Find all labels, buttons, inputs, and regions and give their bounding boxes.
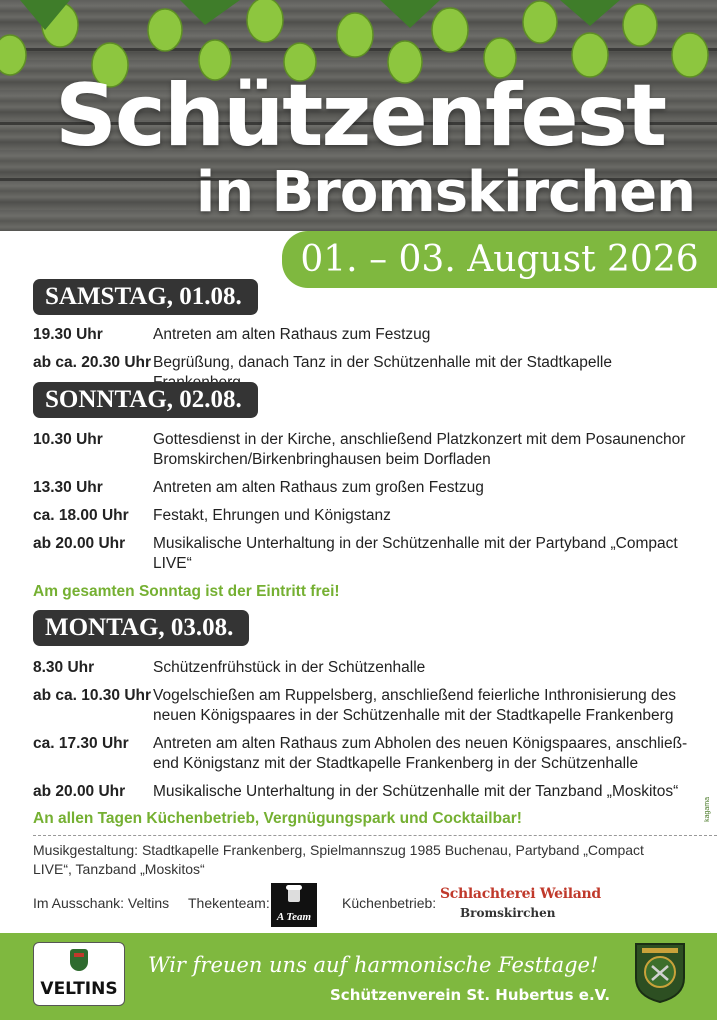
event-time: ca. 17.30 Uhr bbox=[33, 735, 129, 752]
club-name: Schützenverein St. Hubertus e.V. bbox=[330, 986, 611, 1004]
title-line-1: Schützenfest bbox=[54, 66, 666, 166]
event-description: Musikalische Unterhaltung in der Schützenhalle mit der Tanzband „Moskitos“ bbox=[153, 783, 679, 800]
event-time: 10.30 Uhr bbox=[33, 431, 103, 448]
veltins-crest-icon bbox=[70, 949, 88, 971]
event-time: ab ca. 20.30 Uhr bbox=[33, 354, 152, 371]
event-description: Antreten am alten Rathaus zum Abholen des neuen Königspaares, anschließ-end Königstanz mit der Stadtkapelle Frankenberg in der Schützenhalle bbox=[153, 735, 688, 772]
beer-mug-icon bbox=[288, 889, 300, 902]
event-time: 8.30 Uhr bbox=[33, 659, 95, 676]
header-banner bbox=[0, 0, 717, 231]
event-time: 13.30 Uhr bbox=[33, 479, 103, 496]
event-time: ab 20.00 Uhr bbox=[33, 783, 126, 800]
footer-slogan: Wir freuen uns auf harmonische Festtage! bbox=[148, 953, 599, 977]
event-time: ab 20.00 Uhr bbox=[33, 535, 126, 552]
ausschank-text: Im Ausschank: Veltins bbox=[33, 895, 170, 911]
title-line-2: in Bromskirchen bbox=[196, 160, 695, 225]
side-credit: kagama bbox=[704, 797, 711, 822]
veltins-logo bbox=[33, 942, 125, 1006]
all-days-note: An allen Tagen Küchenbetrieb, Vergnügungspark und Cocktailbar! bbox=[33, 810, 522, 827]
event-description: Antreten am alten Rathaus zum Festzug bbox=[153, 326, 431, 343]
music-credits: Musikgestaltung: Stadtkapelle Frankenberg, Spielmannszug 1985 Buchenau, Partyband „Compact LIVE“, Tanzband „Moskitos“ bbox=[33, 842, 644, 877]
date-banner: 01. – 03. August 2026 bbox=[282, 231, 717, 288]
day-label-saturday: SAMSTAG, 01.08. bbox=[33, 279, 258, 315]
event-time: ab ca. 10.30 Uhr bbox=[33, 687, 152, 704]
event-description: Musikalische Unterhaltung in der Schützenhalle mit der Partyband „Compact LIVE“ bbox=[153, 535, 678, 572]
butcher-logo-place: Bromskirchen bbox=[460, 906, 556, 920]
event-description: Antreten am alten Rathaus zum großen Festzug bbox=[153, 479, 484, 496]
event-time: 19.30 Uhr bbox=[33, 326, 103, 343]
event-description: Gottesdienst in der Kirche, anschließend Platzkonzert mit dem Posaunenchor Bromskirchen/Birkenbringhausen beim Dorfladen bbox=[153, 431, 686, 468]
event-description: Begrüßung, danach Tanz in der Schützenhalle mit der Stadtkapelle bbox=[153, 354, 612, 371]
thekenteam-label: Thekenteam: bbox=[188, 895, 270, 911]
a-team-logo bbox=[271, 883, 317, 927]
event-time: ca. 18.00 Uhr bbox=[33, 507, 129, 524]
day-label-monday: MONTAG, 03.08. bbox=[33, 610, 249, 646]
day-label-sunday: SONNTAG, 02.08. bbox=[33, 382, 258, 418]
club-badge-icon bbox=[632, 940, 688, 1004]
a-team-logo-text: A Team bbox=[276, 911, 312, 923]
event-description: Schützenfrühstück in der Schützenhalle bbox=[153, 659, 426, 676]
butcher-logo-name: Schlachterei Weiland bbox=[440, 886, 601, 902]
kuechenbetrieb-label: Küchenbetrieb: bbox=[342, 895, 437, 911]
event-description: Festakt, Ehrungen und Königstanz bbox=[153, 507, 391, 524]
event-description: Vogelschießen am Ruppelsberg, anschließend feierliche Inthronisierung des neuen Königspaares in der Schützenhalle mit der Stadtkapelle Frankenberg bbox=[153, 687, 677, 724]
veltins-logo-text: VELTINS bbox=[40, 979, 118, 999]
sunday-free-entry-note: Am gesamten Sonntag ist der Eintritt frei! bbox=[33, 583, 340, 600]
divider bbox=[33, 835, 717, 836]
